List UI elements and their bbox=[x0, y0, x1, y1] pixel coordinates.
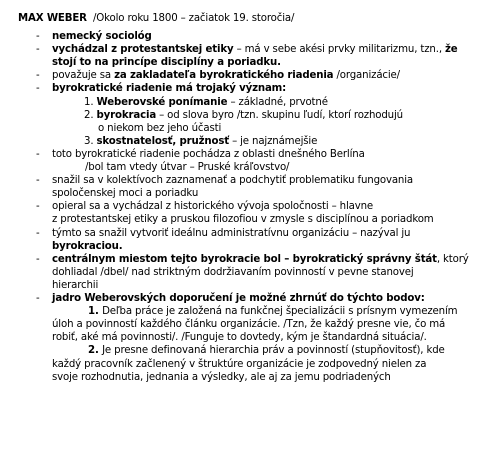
bullet-item-line bbox=[52, 227, 410, 240]
text-run: Deľba práce je založená na funkčnej špecializácii s prísnym vymezením bbox=[102, 306, 458, 318]
text-run: dohliadal /dbel/ nad striktným dodržiavaním povinností v pevne stanovej bbox=[52, 266, 414, 278]
bullet-dash: - bbox=[36, 83, 40, 95]
text-run: opieral sa a vychádzal z historického vývoja spoločnosti – hlavne bbox=[52, 201, 374, 213]
text-run: byrokratické riadenie má trojaký význam: bbox=[52, 83, 287, 95]
recommendation-line bbox=[52, 358, 426, 371]
text-run: – od slova byro /tzn. skupinu ľudí, ktorí rozhodujú bbox=[156, 109, 403, 121]
significance-item-line bbox=[84, 96, 328, 109]
bullet-item-line bbox=[52, 69, 400, 82]
text-run: za zakladateľa byrokratického riadenia bbox=[114, 70, 334, 82]
text-run: úloh a povinností každého článku organizácie. /Tzn, že každý presne vie, čo má bbox=[52, 319, 446, 331]
bullet-dash: - bbox=[36, 31, 40, 42]
text-run: že bbox=[445, 44, 458, 56]
text-run: Weberovské ponímanie bbox=[96, 96, 228, 108]
text-run: 2. bbox=[88, 345, 103, 357]
recommendation-line bbox=[52, 318, 445, 331]
text-run: považuje sa bbox=[52, 70, 115, 82]
bullet-item-line bbox=[52, 253, 469, 266]
text-run: – základné, prvotné bbox=[227, 96, 328, 108]
bullet-dash: - bbox=[36, 253, 40, 265]
recommendation-line bbox=[52, 371, 391, 384]
text-run: – má v sebe akési prvky militarizmu, tzn., bbox=[233, 44, 445, 56]
bullet-item-line bbox=[52, 187, 198, 200]
text-run: z protestantskej etiky a pruskou filozofiou v zmysle s disciplínou a poriadkom bbox=[52, 214, 434, 226]
recommendation-line bbox=[88, 344, 445, 357]
text-run: spoločenskej moci a poriadku bbox=[52, 188, 199, 200]
text-run: , ktorý bbox=[436, 253, 469, 265]
text-run: skostnatelosť, pružnosť bbox=[96, 135, 229, 147]
text-run: – je najznámejšie bbox=[229, 135, 318, 147]
bullet-item-line bbox=[52, 200, 373, 213]
text-run: hierarchii bbox=[52, 279, 99, 291]
text-run: nemecký sociológ bbox=[52, 31, 152, 42]
text-run: o niekom bez jeho účasti bbox=[98, 122, 222, 134]
text-run: byrokraciou. bbox=[52, 240, 123, 252]
bullet-dash: - bbox=[36, 175, 40, 187]
text-run: jadro Weberovských doporučení je možné zhrnúť do týchto bodov: bbox=[52, 293, 425, 304]
text-run: každý pracovník začlenený v štruktúre organizácie je zodpovedný nielen za bbox=[52, 358, 427, 370]
text-run: robiť, aké má povinnosti/. /Funguje to dovtedy, kým je štandardná situácia/. bbox=[52, 332, 427, 344]
bullet-item-line bbox=[52, 213, 434, 226]
bullet-dash: - bbox=[36, 201, 40, 213]
text-run: svoje rozhodnutia, jednania a výsledky, ale aj za jemu podriadených bbox=[52, 371, 391, 383]
bullet-item-line bbox=[52, 82, 286, 95]
text-run: týmto sa snažil vytvoriť ideálnu administratívnu organizáciu – nazýval ju bbox=[52, 227, 411, 239]
significance-item-line bbox=[98, 122, 221, 135]
bullet-item-line bbox=[52, 240, 122, 253]
bullet-item-line bbox=[52, 43, 458, 56]
text-run: stojí to na princípe disciplíny a poriadku. bbox=[52, 57, 281, 69]
text-run: 3. bbox=[84, 135, 97, 147]
text-run: toto byrokratické riadenie pochádza z oblasti dnešného Berlína bbox=[52, 148, 365, 160]
text-run: /organizácie/ bbox=[333, 70, 400, 82]
bullet-dash: - bbox=[36, 148, 40, 160]
berlin-note: /bol tam vtedy útvar – Pruské kráľovstvo/ bbox=[85, 162, 290, 173]
bullet-dash: - bbox=[36, 70, 40, 82]
significance-item-line bbox=[84, 109, 403, 122]
bullet-dash: - bbox=[36, 293, 40, 304]
heading-name: MAX WEBER bbox=[18, 13, 87, 24]
bullet-dash: - bbox=[36, 44, 40, 56]
text-run: Je presne definovaná hierarchia práv a povinností (stupňovitosť), kde bbox=[102, 345, 445, 357]
bullet-item-line bbox=[52, 148, 365, 161]
bullet-item-line bbox=[52, 279, 98, 292]
significance-item-line bbox=[84, 135, 317, 148]
bullet-item-line bbox=[52, 56, 281, 69]
recommendation-line bbox=[52, 331, 427, 344]
text-run: 2. bbox=[84, 109, 97, 121]
text-run: vychádzal z protestantskej etiky bbox=[52, 44, 234, 56]
bullet-item-line bbox=[52, 266, 414, 279]
text-run: byrokracia bbox=[96, 109, 157, 121]
bullet-item-line bbox=[52, 174, 413, 187]
text-run: 1. bbox=[88, 306, 103, 318]
bullet-item-line bbox=[52, 292, 425, 305]
text-run: snažil sa v kolektívoch zaznamenať a podchytiť problematiku fungovania bbox=[52, 175, 414, 187]
bullet-item-line bbox=[52, 30, 152, 43]
recommendation-line bbox=[88, 305, 457, 318]
heading-period: /Okolo roku 1800 – začiatok 19. storočia/ bbox=[93, 13, 295, 24]
text-run: centrálnym miestom tejto byrokracie bol – byrokratický správny štát bbox=[52, 253, 437, 265]
text-run: 1. bbox=[84, 96, 97, 108]
bullet-dash: - bbox=[36, 227, 40, 239]
